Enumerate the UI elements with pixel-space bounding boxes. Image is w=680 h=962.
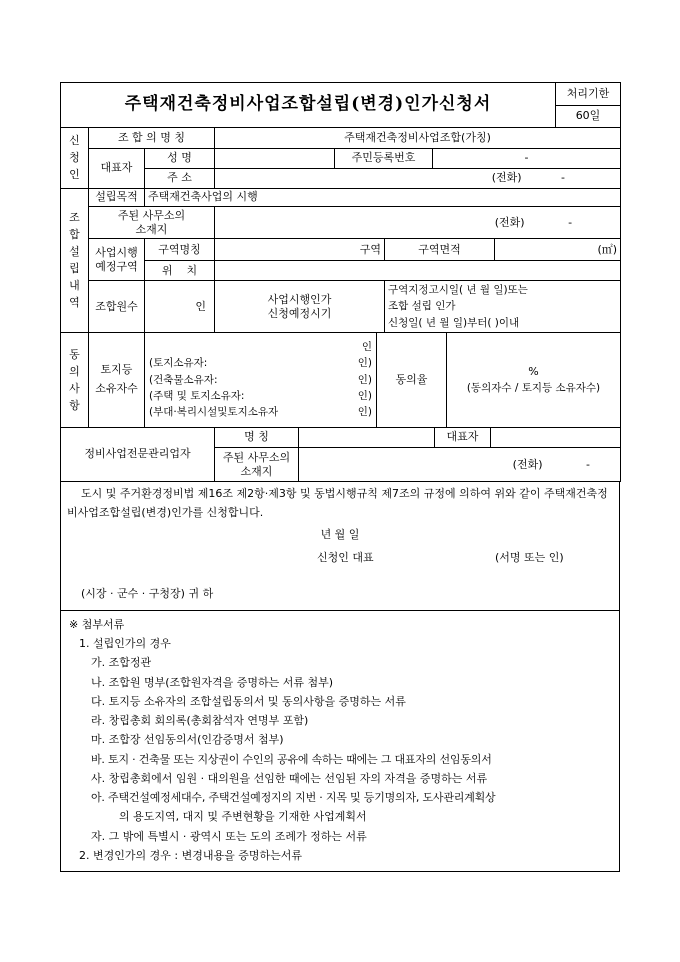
form-title: 주택재건축정비사업조합설립(변경)인가신청서 [61,83,556,128]
manager-table [60,428,621,483]
members-label: 조합원수 [89,281,145,333]
zone-area-label: 구역면적 [385,239,495,261]
manager-office-field[interactable] [299,448,621,482]
manager-phone-dash: - [586,457,590,471]
approval-line-1: 구역지정고시일( 년 월 일)또는 [388,284,528,297]
owner-row-building: (건축물소유자: 인) [149,373,372,386]
zone-name-label: 구역명칭 [145,239,215,261]
name-label: 성 명 [145,148,215,168]
deadline-value: 60일 [556,105,621,128]
attachments-title: ※ 첨부서류 [69,617,125,631]
manager-rep-field[interactable] [491,428,621,448]
manager-label: 정비사업전문관리업자 [61,428,215,482]
attachment-item-continuation: 의 용도지역, 대지 및 주변현황을 기재한 사업계획서 [119,810,367,824]
manager-rep-label: 대표자 [435,428,491,448]
purpose-value: 주택재건축사업의 시행 [145,189,621,207]
attachments-case-1: 1. 설립인가의 경우 [79,637,171,650]
declaration-date: 년 월 일 [320,528,360,542]
declaration-text: 도시 및 주거환경정비법 제16조 제2항·제3항 및 동법시행규칙 제7조의 규정에 의하여 위와 같이 주택재건축정비사업조합설립(변경)인가를 신청합니다. [67,487,608,519]
owners-total-unit: 인 [361,341,372,354]
phone-label: (전화) [491,171,522,185]
zone-area-field[interactable] [495,239,621,261]
declaration-box [60,482,620,611]
members-field[interactable] [145,281,215,333]
office-label: 주된 사무소의 소재지 [89,207,215,239]
approval-line-2: 조합 설립 인가 [388,300,456,313]
attachment-item: 나. 조합원 명부(조합원자격을 증명하는 서류 첨부) [91,675,334,689]
rrn-label: 주민등록번호 [335,148,433,168]
union-table [60,189,621,334]
rrn-field[interactable] [433,148,621,168]
rrn-dash: - [524,151,529,165]
attachment-item: 사. 창립총회에서 임원 · 대의원을 선임한 때에는 선임된 자의 자격을 증명하는 서류 [91,771,488,785]
manager-name-label: 명 칭 [215,428,299,448]
project-zone-label: 사업시행 예정구역 [89,239,145,281]
deadline-label: 처리기한 [556,83,621,106]
attachment-item: 가. 조합정관 [91,656,152,670]
purpose-label: 설립목적 [89,189,145,207]
representative-label: 대표자 [89,148,145,188]
consent-section-label: 동 의 사 항 [61,333,89,427]
manager-phone-label: (전화) [512,457,543,471]
office-phone-label: (전화) [494,215,525,229]
union-name-value: 주택재건축정비사업조합(가칭) [215,128,621,148]
consent-rate-label: 동의율 [377,333,447,427]
manager-office-label: 주된 사무소의 소재지 [215,448,299,482]
attachment-item: 바. 토지 · 건축물 또는 지상권이 수인의 공유에 속하는 때에는 그 대표자의 선임동의서 [91,752,492,766]
attachment-item: 다. 토지등 소유자의 조합설립동의서 및 동의사항을 증명하는 서류 [91,694,406,708]
consent-rate-formula: (동의자수 / 토지등 소유자수) [466,382,601,395]
consent-rate-unit: % [528,364,539,378]
members-unit: 인 [195,299,206,313]
attachments-box [60,611,620,872]
union-name-label: 조 합 의 명 칭 [89,128,215,148]
consent-table [60,333,621,428]
office-field[interactable] [215,207,621,239]
attachment-item: 아. 주택건설예정세대수, 주택건설예정지의 지번 · 지목 및 등기명의자, 도사관리계획상 [91,791,496,804]
phone-dash: - [561,171,566,185]
recipient-line: (시장 · 군수 · 구청장) 귀 하 [81,587,214,601]
approval-field[interactable] [385,281,621,333]
manager-name-field[interactable] [299,428,435,448]
consent-rate-field[interactable] [447,333,621,427]
owner-row-house-land: (주택 및 토지소유자: 인) [149,389,372,402]
owner-row-facility-land: (부대·복리시설및토지소유자 인) [149,406,372,419]
address-label: 주 소 [145,168,215,188]
applicant-section-label: 신 청 인 [61,128,89,188]
office-phone-dash: - [568,215,573,229]
attachments-case-2: 2. 변경인가의 경우 : 변경내용을 증명하는서류 [79,848,302,862]
location-label: 위 치 [145,261,215,281]
name-field[interactable] [215,148,335,168]
attachment-item: 자. 그 밖에 특별시 · 광역시 또는 도의 조례가 정하는 서류 [91,829,367,843]
union-section-label: 조 합 설 립 내 역 [61,189,89,333]
signature-note[interactable]: (서명 또는 인) [495,551,564,565]
application-form [60,82,620,872]
zone-suffix: 구역 [359,242,381,256]
header-table [60,82,621,128]
owner-row-land: (토지소유자: 인) [149,357,372,370]
attachment-item: 라. 창립총회 회의록(총회참석자 연명부 포함) [91,714,309,727]
address-field[interactable] [215,168,621,188]
zone-name-field[interactable] [215,239,385,261]
owners-label: 토지등 소유자수 [89,333,145,427]
signer-label: 신청인 대표 [317,551,374,565]
applicant-table [60,128,621,189]
approval-line-3: 신청일( 년 월 일)부터( )이내 [388,316,520,329]
zone-area-unit: (㎡) [597,242,618,256]
attachment-item: 마. 조합장 선임동의서(인감증명서 첨부) [91,733,284,747]
approval-label: 사업시행인가 신청예정시기 [215,281,385,333]
location-field[interactable] [215,261,621,281]
owners-breakdown[interactable] [145,333,377,427]
